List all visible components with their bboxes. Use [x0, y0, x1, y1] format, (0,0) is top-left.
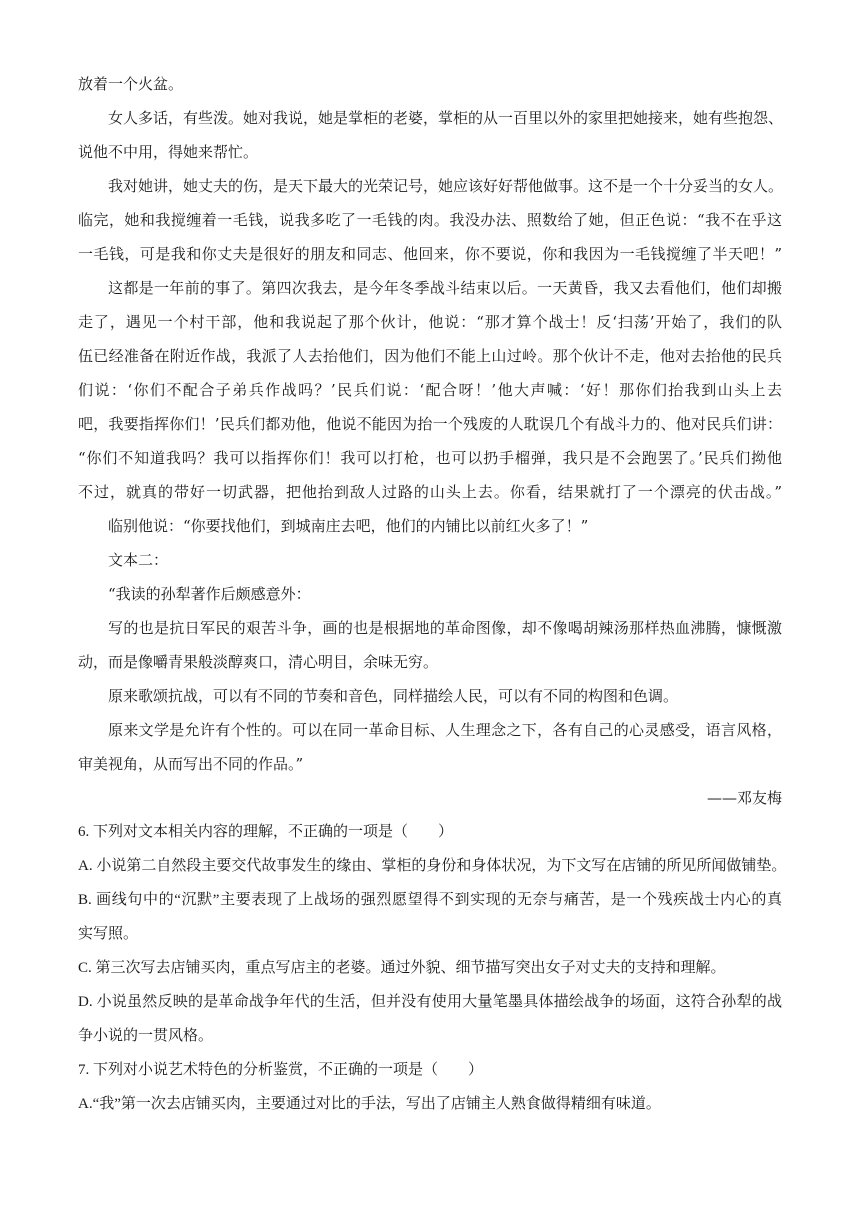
option-d-continued: 争小说的一贯风格。 [78, 1028, 214, 1044]
text-line: 临别他说：“你要找他们，到城南庄去吧，他们的内铺比以前红火多了！” [108, 517, 589, 535]
option-a: A.“我”第一次去店铺买肉，主要通过对比的手法，写出了店铺主人熟食做得精细有味道。 [78, 1096, 661, 1112]
text-line: 伍已经准备在附近作战，我派了人去抬他们，因为他们不能上山过岭。那个伙计不走，他对去抬他的民兵 [78, 347, 782, 365]
text-line: 审美视角，从而写出不同的作品。” [78, 755, 304, 773]
text-line: “你们不知道我吗？我可以指挥你们！我可以打枪，也可以扔手榴弹，我只是不会跑罢了。’民兵们拗他 [78, 449, 782, 467]
text-line: 写的也是抗日军民的艰苦斗争，画的也是根据地的革命图像，却不像喝胡辣汤那样热血沸腾，慷慨激 [108, 619, 782, 637]
text-line: 动，而是像嚼青果般淡醇爽口，清心明目，余味无穷。 [78, 653, 439, 671]
text-line: 原来歌颂抗战，可以有不同的节奏和音色，同样描绘人民，可以有不同的构图和色调。 [108, 687, 679, 705]
text-line: 说他不中用，得她来帮忙。 [78, 143, 259, 161]
text-line: 放着一个火盆。 [78, 75, 184, 93]
text-line: 原来文学是允许有个性的。可以在同一革命目标、人生理念之下，各有自己的心灵感受，语言风格， [108, 721, 782, 739]
text-line: 吧，我要指挥你们！’民兵们都劝他，他说不能因为抬一个残废的人耽误几个有战斗力的、他对民兵们讲： [78, 415, 782, 433]
text-line: 不过，就真的带好一切武器，把他抬到敌人过路的山头上去。你看，结果就打了一个漂亮的伏击战。” [78, 483, 782, 501]
section-heading: 文本二： [108, 551, 169, 569]
text-line: 女人多话，有些泼。她对我说，她是掌柜的老婆，掌柜的从一百里以外的家里把她接来，她有些抱怨、 [108, 109, 784, 127]
text-line: 走了，遇见一个村干部，他和我说起了那个伙计，他说：“那才算个战士！反‘扫荡’开始了，我们的队 [78, 313, 782, 331]
option-d: D. 小说虽然反映的是革命战争年代的生活，但并没有使用大量笔墨具体描绘战争的场面，这符合孙犁的战 [78, 994, 782, 1010]
option-c: C. 第三次写去店铺买肉，重点写店主的老婆。通过外貌、细节描写突出女子对丈夫的支持和理解。 [78, 960, 726, 976]
text-line: “我读的孙犁著作后颇感意外： [108, 585, 311, 603]
text-line: 我对她讲，她丈夫的伤，是天下最大的光荣记号，她应该好好帮他做事。这不是一个十分妥当的女人。 [108, 177, 784, 195]
text-line: 这都是一年前的事了。第四次我去，是今年冬季战斗结束以后。一天黄昏，我又去看他们，他们却搬 [108, 279, 782, 297]
option-a: A. 小说第二自然段主要交代故事发生的缘由、掌柜的身份和身体状况，为下文写在店铺的所见所闻做铺垫。 [78, 858, 787, 874]
option-b: B. 画线句中的“沉默”主要表现了上战场的强烈愿望得不到实现的无奈与痛苦，是一个残疾战士内心的真 [78, 892, 782, 908]
question-stem: 6. 下列对文本相关内容的理解，不正确的一项是（ ） [78, 824, 454, 840]
text-line: 临完，她和我搅缠着一毛钱，说我多吃了一毛钱的肉。我没办法、照数给了她，但正色说：“我不在乎这 [78, 211, 782, 229]
question-stem: 7. 下列对小说艺术特色的分析鉴赏，不正确的一项是（ ） [78, 1062, 484, 1078]
text-line: 们说：‘你们不配合子弟兵作战吗？’民兵们说：‘配合呀！’他大声喊：‘好！那你们抬我到山头上去 [78, 381, 782, 399]
author-attribution: ——邓友梅 [706, 789, 782, 807]
text-line: 一毛钱，可是我和你丈夫是很好的朋友和同志、他回来，你不要说，你和我因为一毛钱搅缠了半天吧！” [78, 245, 782, 263]
option-b-continued: 实写照。 [78, 926, 139, 942]
